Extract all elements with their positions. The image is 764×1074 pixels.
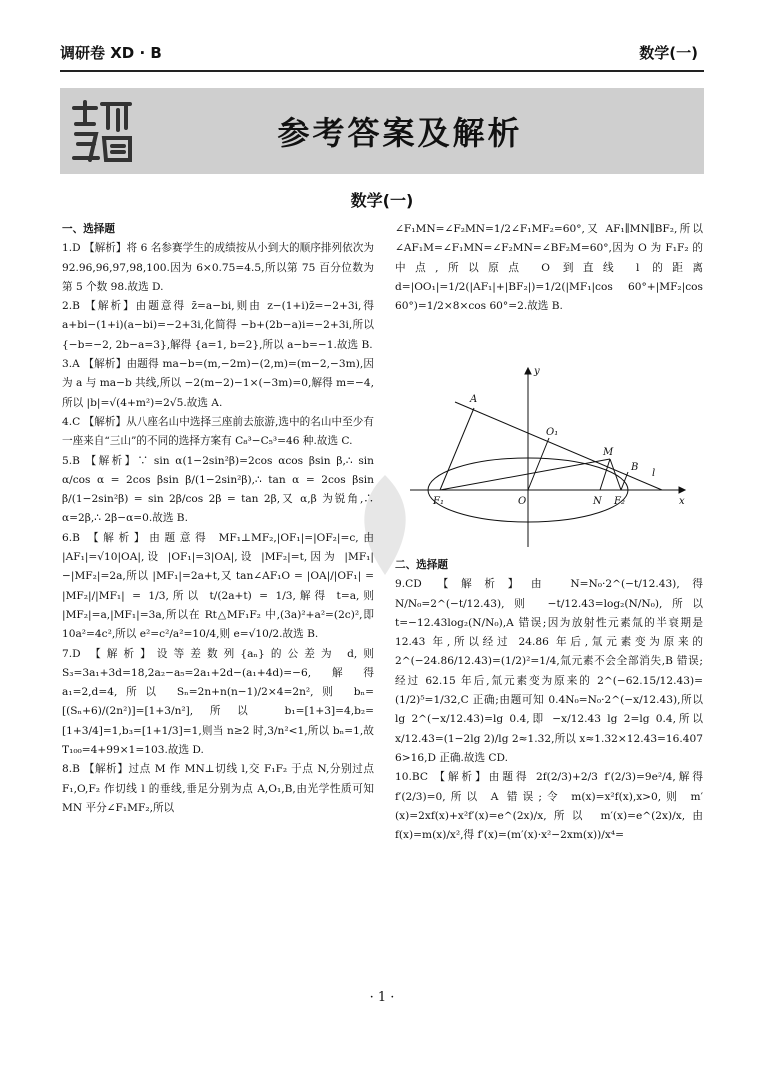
page-number: · 1 · (369, 990, 395, 1005)
ellipse-diagram (400, 362, 700, 552)
focal-mf1 (440, 459, 610, 490)
tangent-line (455, 402, 662, 490)
label-f1: F₁ (433, 496, 444, 507)
label-o: O (518, 496, 527, 507)
label-o1: O₁ (546, 427, 559, 438)
perp-a (440, 408, 474, 490)
label-n: N (593, 496, 602, 507)
answer-item: 6.B 【解析】由题意得 MF₁⊥MF₂,|OF₁|=|OF₂|=c,由 |AF₁|=√10|OA|,设 |OF₁|=3|OA|,设 |MF₂|=t,因为 |MF₁|−|MF₂|=2a,所以 |MF₁|=2a+t,又 tan∠AF₁O = |OA|/|OF₁| = |MF₂|/|MF₁| = 1/3,所以 t/(2a+t) = 1/3,解得 t=a,则 |MF₂|=a,|MF₁|=3a,所以在 Rt△MF₁F₂ 中,(3a)²+a²=(2c)²,即 10a²=4c²,所以 e²=c²/a²=10/4,则 e=√10/2.故选 B. (62, 531, 374, 641)
left-column (62, 220, 374, 818)
answer-item: 3.A 【解析】由题得 ma−b=(m,−2m)−(2,m)=(m−2,−3m),因为 a 与 ma−b 共线,所以 −2(m−2)−1×(−3m)=0,解得 m=−4,所以 |b|=√(4+m²)=2√5.故选 A. (62, 358, 374, 409)
header-right: 数学(一) (639, 44, 698, 62)
section-heading: 二、选择题 (395, 559, 448, 571)
answer-item: 1.D 【解析】将 6 名参赛学生的成绩按从小到大的顺序排列依次为 92.96,96,97,98,100.因为 6×0.75=4.5,所以第 75 百分位数为第 5 个数 98.故选 D. (62, 242, 374, 293)
label-y: y (534, 366, 540, 377)
answer-item: 10.BC 【解析】由题得 2f(2/3)+2/3 f′(2/3)=9e²/4,解得 f′(2/3)=0,所以 A 错误;令 m(x)=x²f(x),x>0,则 m′(x)=2xf(x)+x²f′(x)=e^(2x)/x,所以 m′(x)=e^(2x)/x,由 f(x)=m(x)/x²,得 f′(x)=(m′(x)·x²−2xm(x))/x⁴= (395, 771, 703, 842)
header-left: 调研卷 XD · B (60, 44, 162, 62)
label-x: x (679, 496, 685, 507)
focal-mf2 (610, 459, 621, 490)
label-f2: F₂ (614, 496, 625, 507)
answer-item: ∠F₁MN=∠F₂MN=1/2∠F₁MF₂=60°,又 AF₁∥MN∥BF₂,所以 ∠AF₁M=∠F₁MN=∠F₂MN=∠BF₂M=60°,因为 O 为 F₁F₂ 的中点,所以原点 O 到直线 l 的距离 d=|OO₁|=1/2(|AF₁|+|BF₂|)=1/2(|MF₁|cos 60°+|MF₂|cos 60°)=1/2×8×cos 60°=2.故选 B. (395, 223, 703, 313)
label-a: A (470, 394, 478, 405)
seal-logo-icon (66, 94, 140, 168)
perp-o1 (528, 438, 549, 490)
section-heading: 一、选择题 (62, 223, 115, 235)
label-l: l (652, 468, 656, 479)
label-m: M (603, 447, 614, 458)
answer-item: 7.D 【解析】设等差数列{aₙ}的公差为 d,则 S₃=3a₁+3d=18,2a₂−a₅=2a₁+2d−(a₁+4d)=−6,解得 a₁=2,d=4,所以 Sₙ=2n+n(n−1)/2×4=2n²,则 bₙ=[(Sₙ+6)/(2n²)]=[1+3/n²],所以 b₁=[1+3]=4,b₂=[1+3/4]=1,b₃=[1+1/3]=1,则当 n≥2 时,3/n²<1,所以 bₙ=1,故 T₁₀₀=4+99×1=103.故选 D. (62, 647, 374, 757)
subject-title: 数学(一) (350, 191, 414, 210)
watermark-logo-icon (340, 470, 430, 580)
right-column-top (395, 220, 703, 316)
banner-title: 参考答案及解析 (277, 114, 523, 152)
answer-item: 8.B 【解析】过点 M 作 MN⊥切线 l,交 F₁F₂ 于点 N,分别过点 F₁,O,F₂ 作切线 l 的垂线,垂足分别为点 A,O₁,B,由光学性质可知 MN 平分∠F₁MF₂,所以 (62, 763, 374, 814)
answer-item: 5.B 【解析】∵ sin α(1−2sin²β)=2cos αcos βsin β,∴ sin α/cos α = 2cos βsin β/(1−2sin²β),∴ tan α = 2cos βsin β/(1−2sin²β) = sin 2β/cos 2β = tan 2β,又 α,β 为锐角,∴ α=2β,∴ 2β−α=0.故选 B. (62, 454, 374, 525)
label-b: B (631, 462, 639, 473)
answer-item: 2.B 【解析】由题意得 z̄=a−bi,则由 z−(1+i)z̄=−2+3i,得 a+bi−(1+i)(a−bi)=−2+3i,化简得 −b+(2b−a)i=−2+3i,所以 {−b=−2, 2b−a=3},解得 {a=1, b=2},所以 a−b=−1.故选 B. (62, 300, 374, 351)
perp-b (621, 472, 628, 490)
right-column-bottom (395, 556, 703, 845)
title-banner (60, 88, 704, 174)
answer-item: 9.CD 【解析】由 N=N₀·2^(−t/12.43),得 N/N₀=2^(−t/12.43),则 −t/12.43=log₂(N/N₀),所以 t=−12.43log₂(N/N₀),A 错误;因为放射性元素氚的半衰期是 12.43 年,所以经过 24.86 年后,氚元素变为原来的 2^(−24.86/12.43)=(1/2)²=1/4,氚元素不会全部消失,B 错误;经过 62.15 年后,氚元素变为原来的 2^(−62.15/12.43)=(1/2)⁵=1/32,C 正确;由题可知 0.4N₀=N₀·2^(−x/12.43),所以 lg 2^(−x/12.43)=lg 0.4,即 −x/12.43 lg 2=lg 0.4,所以 x/12.43=(1−2lg 2)/lg 2≈1.32,所以 x≈1.32×12.43=16.407 6>16,D 正确.故选 CD. (395, 578, 703, 764)
header-rule (60, 70, 704, 72)
normal-mn (600, 459, 610, 490)
answer-item: 4.C 【解析】从八座名山中选择三座前去旅游,选中的名山中至少有一座来自“三山”的不同的选择方案有 C₈³−C₅³=46 种.故选 C. (62, 415, 374, 448)
